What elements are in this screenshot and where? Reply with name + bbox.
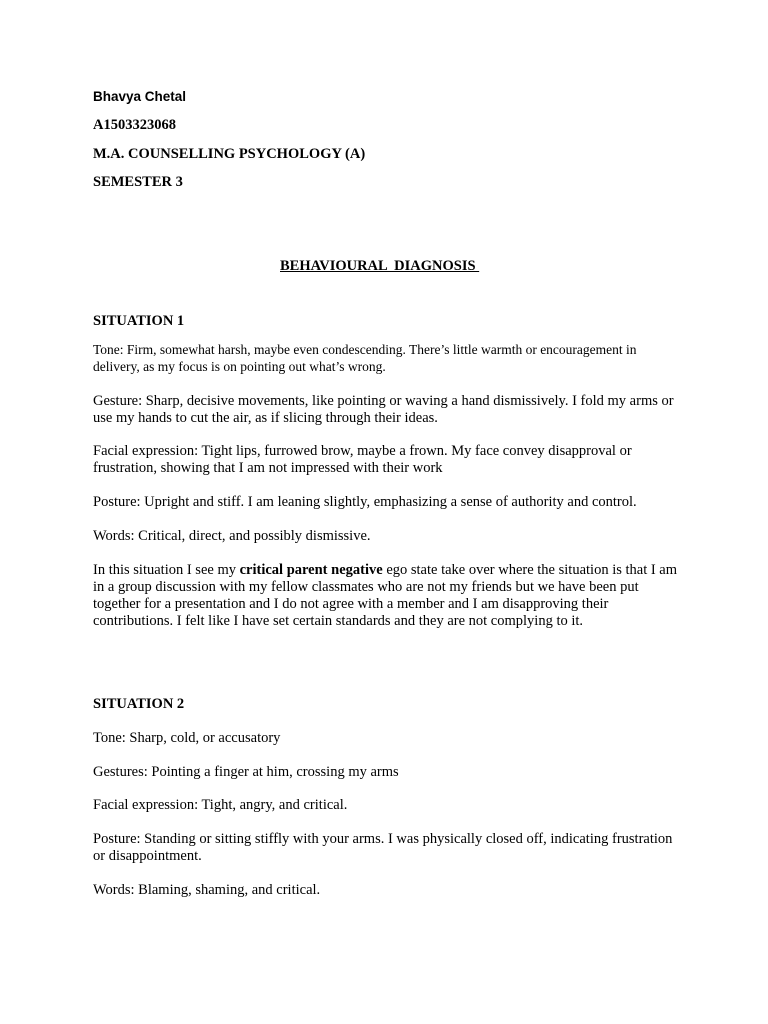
situation-2-posture: Posture: Standing or sitting stiffly with your arms. I was physically closed off, indicating frustration or disappointment. [93,831,673,864]
situation-2-gestures: Gestures: Pointing a finger at him, crossing my arms [93,764,399,780]
situation-1-tone: Tone: Firm, somewhat harsh, maybe even condescending. There’s little warmth or encouragement in delivery, as my focus is on pointing out what’s wrong. [93,342,637,374]
ego-state-highlight: critical parent negative [239,562,383,578]
document-title: BEHAVIOURAL DIAGNOSIS [280,258,480,274]
situation-1-words: Words: Critical, direct, and possibly dismissive. [93,528,371,544]
situation-1-facial-expression: Facial expression: Tight lips, furrowed brow, maybe a frown. My face convey disapproval or frustration, showing that I am not impressed with their work [93,443,632,476]
analysis-text-end: ego state take over where the situation is that I am in a group discussion with my fellow classmates who are not my friends but we have been put together for a presentation and I do not agree with a member and I am disapproving their contributions. I felt like I have set certain standards and they are not complying to it. [93,562,678,629]
situation-2-words: Words: Blaming, shaming, and critical. [93,882,321,898]
situation-1-analysis [93,562,683,630]
situation-1-heading: SITUATION 1 [93,313,185,329]
situation-2-facial-expression: Facial expression: Tight, angry, and critical. [93,797,348,813]
semester: SEMESTER 3 [93,174,183,190]
analysis-text-start: In this situation I see my [93,562,240,578]
student-name: Bhavya Chetal [93,89,187,104]
enrollment-number: A1503323068 [93,117,176,133]
situation-2-heading: SITUATION 2 [93,696,185,712]
program-name: M.A. COUNSELLING PSYCHOLOGY (A) [93,146,366,162]
situation-2-tone: Tone: Sharp, cold, or accusatory [93,730,281,746]
situation-1-posture: Posture: Upright and stiff. I am leaning slightly, emphasizing a sense of authority and control. [93,494,637,510]
situation-1-gesture: Gesture: Sharp, decisive movements, like pointing or waving a hand dismissively. I fold my arms or use my hands to cut the air, as if slicing through their ideas. [93,393,674,426]
